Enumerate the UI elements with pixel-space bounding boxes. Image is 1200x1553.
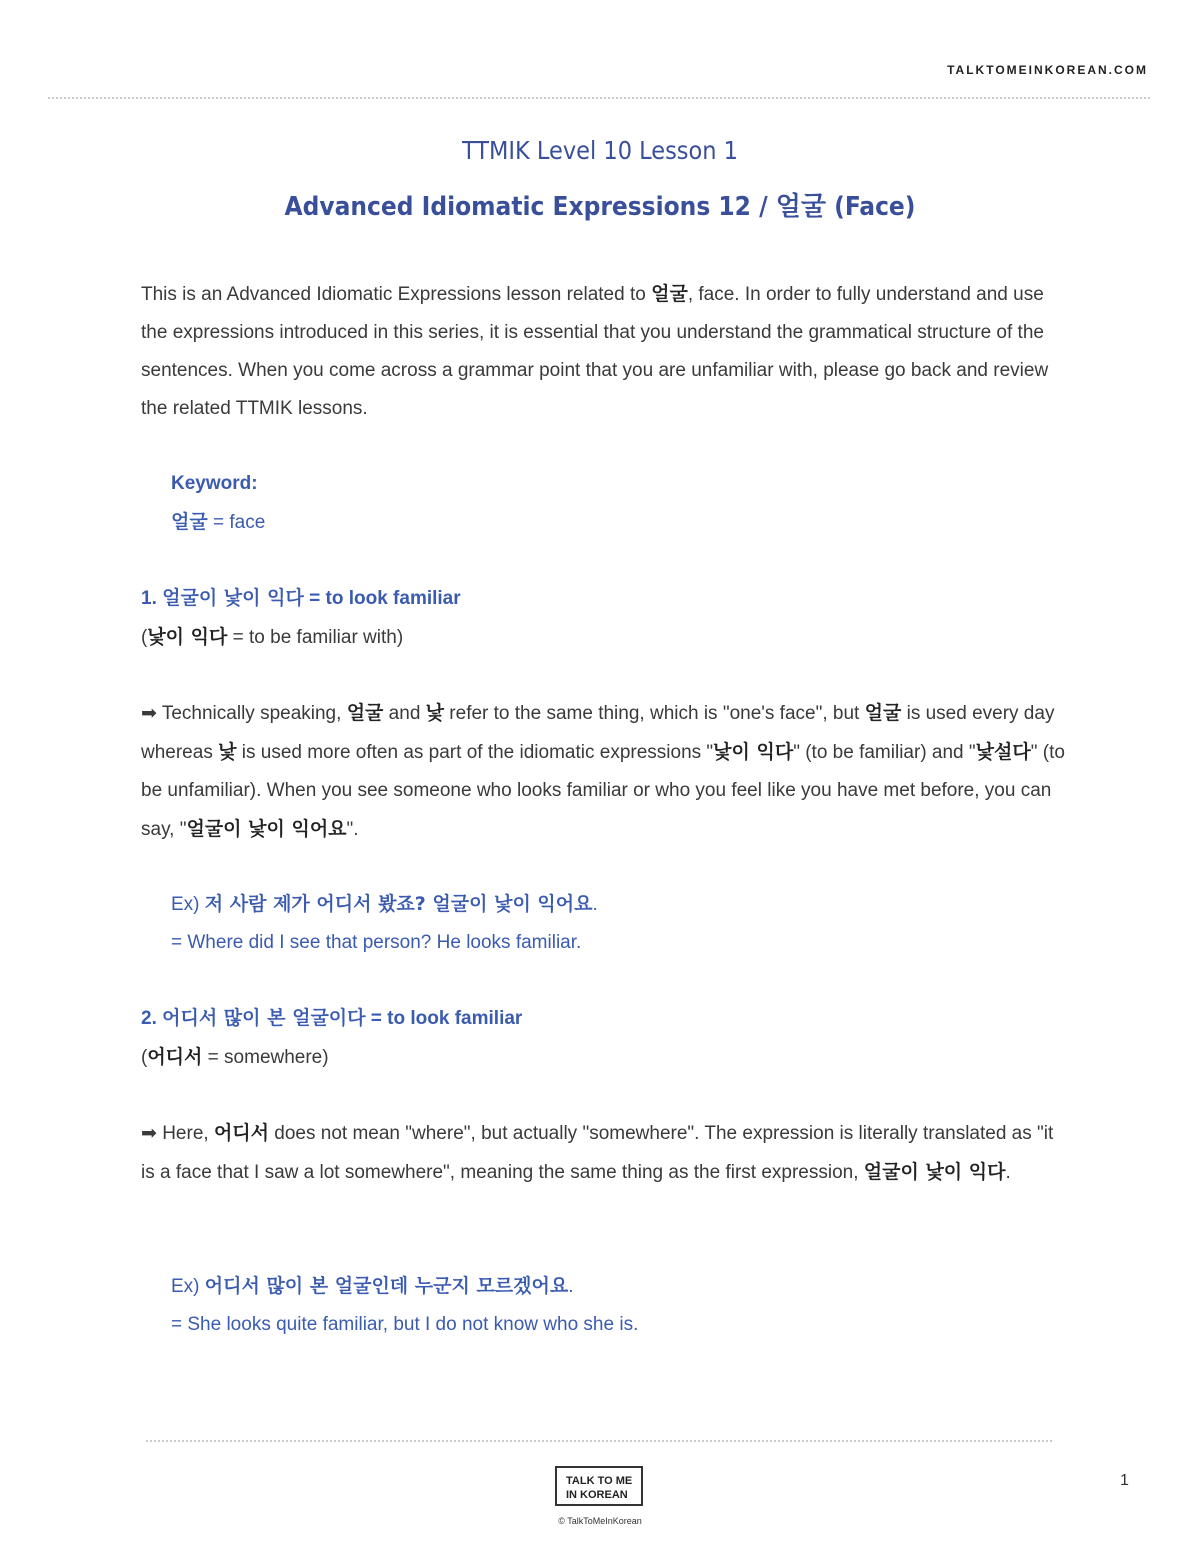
- keyword-definition: 얼굴 = face: [171, 511, 266, 533]
- site-url: TALKTOMEINKOREAN.COM: [947, 63, 1148, 77]
- top-divider: [48, 97, 1150, 99]
- arrow-icon: ➡: [141, 1123, 157, 1144]
- section-1-example: [141, 885, 1096, 962]
- section-2-heading: 2. 어디서 많이 본 얼굴이다 = to look familiar: [141, 1007, 523, 1029]
- section-2-example-kr: Ex) 어디서 많이 본 얼굴인데 누군지 모르겠어요.: [171, 1275, 574, 1297]
- section-1-note: (낯이 익다 = to be familiar with): [141, 626, 404, 648]
- keyword-label: Keyword:: [171, 473, 258, 494]
- page-title: Advanced Idiomatic Expressions 12 / 얼굴 (Face): [284, 192, 916, 222]
- arrow-icon: ➡: [141, 703, 157, 724]
- copyright: © TalkToMeInKorean: [558, 1516, 642, 1526]
- section-1-example-kr: Ex) 저 사람 제가 어디서 봤죠? 얼굴이 낯이 익어요.: [171, 893, 598, 915]
- bottom-divider: [146, 1440, 1052, 1442]
- section-2-explanation: ➡ Here, 어디서 does not mean "where", but actually "somewhere". The expression is literally translated as "it is a face that I saw a lot somewhere", meaning the same thing as the first expression, 얼굴이 낯이 익다.: [141, 1122, 1054, 1183]
- section-1-explanation: ➡ Technically speaking, 얼굴 and 낯 refer to the same thing, which is "one's face", but 얼굴 is used every day whereas 낯 is used more often as part of the idiomatic expressions "낯이 익다" (to be familiar) and "낯설다" (to be unfamiliar). When you see someone who looks familiar or who you feel like you have met before, you can say, "얼굴이 낯이 익어요".: [141, 702, 1065, 840]
- ttmik-logo: TALK TO ME IN KOREAN: [555, 1466, 643, 1506]
- section-1-example-en: = Where did I see that person? He looks familiar.: [171, 932, 582, 953]
- section-1-heading: 1. 얼굴이 낯이 익다 = to look familiar: [141, 587, 461, 609]
- section-2: [141, 999, 1066, 1077]
- section-1: [141, 579, 1066, 657]
- lesson-label: TTMIK Level 10 Lesson 1: [461, 136, 738, 165]
- section-2-note: (어디서 = somewhere): [141, 1046, 329, 1068]
- intro-paragraph: This is an Advanced Idiomatic Expressions lesson related to 얼굴, face. In order to fully understand and use the expressions introduced in this series, it is essential that you understand the grammatical structure of the sentences. When you come across a grammar point that you are unfamiliar with, please go back and review the related TTMIK lessons.: [141, 283, 1049, 419]
- section-2-example-en: = She looks quite familiar, but I do not know who she is.: [171, 1314, 639, 1335]
- page-number: 1: [1120, 1472, 1129, 1489]
- keyword-block: [141, 465, 1096, 542]
- section-2-example: [141, 1267, 1096, 1344]
